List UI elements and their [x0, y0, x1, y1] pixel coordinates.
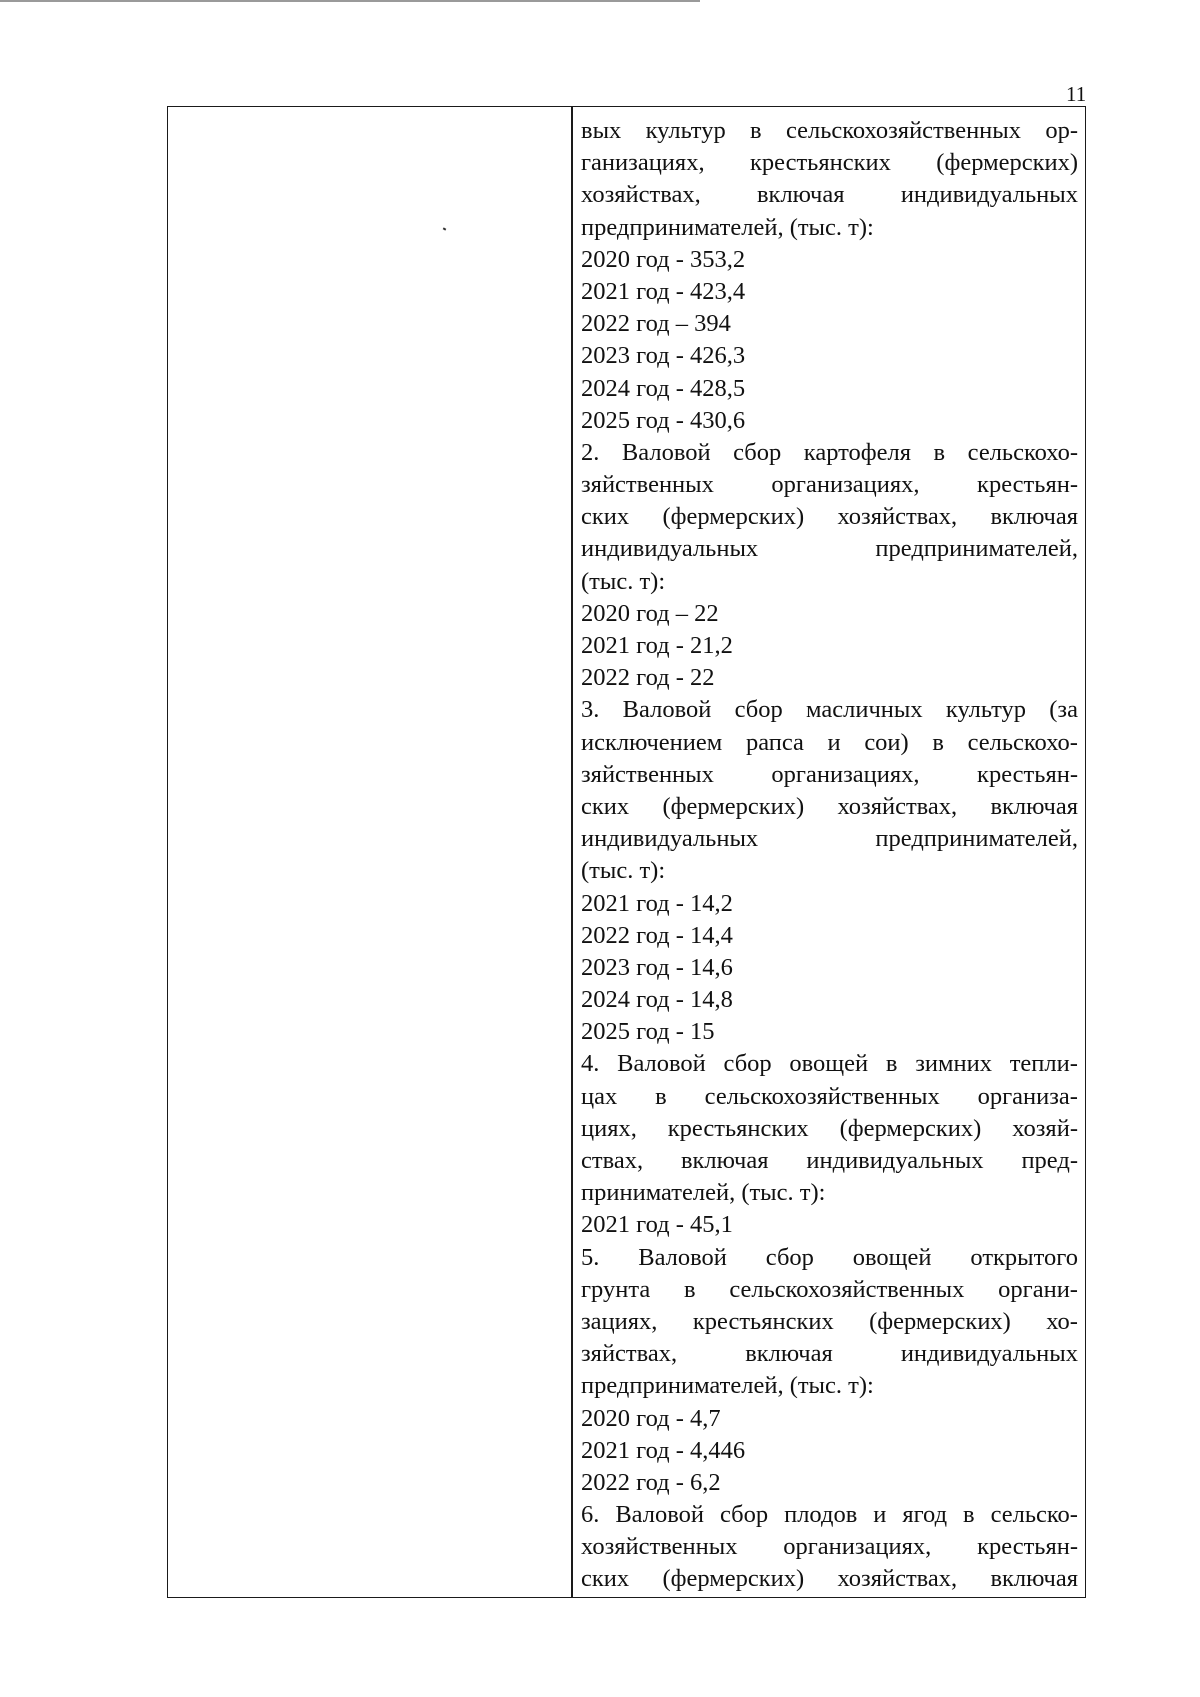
text-line — [581, 1145, 1078, 1177]
text-line — [581, 694, 1078, 726]
text-word: Валовой — [621, 438, 711, 466]
text-word: хозяйствах, — [837, 503, 958, 531]
text-word: включая — [990, 503, 1078, 531]
text-word: сельскохо- — [967, 438, 1078, 466]
text-word: индивидуальных — [581, 825, 759, 853]
text-word: сельскохозяйственных — [704, 1082, 940, 1110]
text-word: (фермерских) — [839, 1114, 982, 1142]
text-word: зимних — [915, 1050, 992, 1078]
text-word: 3. — [581, 696, 600, 724]
text-word: (за — [1049, 696, 1078, 724]
text-word: (фермерских) — [936, 149, 1078, 177]
text-line — [581, 823, 1078, 855]
text-word: предпринимателей, — [875, 825, 1078, 853]
text-line: 2020 год – 22 — [581, 599, 719, 627]
text-word: 6. — [581, 1501, 600, 1529]
text-word: зяйственных — [581, 471, 714, 499]
text-word: включая — [680, 1147, 769, 1174]
text-line — [581, 1274, 1078, 1306]
text-word: культур — [945, 696, 1026, 724]
text-line — [581, 759, 1078, 791]
page-number: 11 — [1066, 82, 1087, 106]
text-word: сои) — [864, 728, 909, 756]
text-word: крестьянских — [749, 149, 891, 177]
text-word: рапса — [745, 728, 804, 756]
text-line — [581, 1338, 1078, 1370]
text-word: Валовой — [638, 1243, 727, 1271]
text-word: зяйственных — [581, 760, 714, 788]
text-line: принимателей, (тыс. т): — [581, 1179, 826, 1207]
text-line: 2020 год - 353,2 — [581, 245, 746, 273]
text-word: в — [750, 117, 762, 144]
text-word: хозяй- — [1012, 1114, 1078, 1142]
text-word: хозяйствах, — [837, 792, 958, 820]
text-line: предпринимателей, (тыс. т): — [581, 213, 874, 241]
text-word: хо- — [1046, 1307, 1078, 1335]
text-line — [581, 1563, 1078, 1595]
text-word: сбор — [719, 1501, 769, 1529]
text-word: в — [933, 438, 946, 466]
text-line: предпринимателей, (тыс. т): — [581, 1372, 874, 1400]
column-divider — [571, 106, 573, 1598]
text-word: вых — [581, 117, 622, 144]
text-line — [581, 179, 1078, 211]
text-word: в — [655, 1082, 667, 1110]
text-word: крестьянских — [667, 1114, 809, 1142]
text-word: грунта — [581, 1275, 651, 1303]
text-word: включая — [745, 1340, 833, 1368]
text-line — [581, 115, 1078, 147]
text-line: 2025 год - 15 — [581, 1018, 715, 1046]
text-line: 2024 год - 428,5 — [581, 374, 746, 402]
text-word: в — [932, 728, 944, 756]
text-word: в — [963, 1501, 975, 1529]
text-line: 2024 год - 14,8 — [581, 986, 733, 1014]
text-line — [581, 1242, 1078, 1274]
text-word: исключением — [581, 728, 723, 756]
text-word: Валовой — [617, 1050, 706, 1078]
document-table — [167, 106, 1086, 1598]
text-word: (фермерских) — [662, 1565, 805, 1593]
text-word: ских — [581, 792, 630, 820]
text-line: 2021 год - 14,2 — [581, 889, 733, 917]
text-word: хозяйствах, — [581, 181, 701, 209]
scan-edge-line — [0, 0, 700, 2]
text-word: органи- — [998, 1275, 1078, 1303]
text-line — [581, 1531, 1078, 1563]
text-word: сбор — [765, 1243, 814, 1271]
text-word: крестьян- — [977, 760, 1078, 788]
text-word: индивидуальных — [900, 181, 1078, 209]
text-line — [581, 1048, 1078, 1080]
text-word: ствах, — [581, 1147, 644, 1174]
text-line: 2022 год - 14,4 — [581, 921, 733, 949]
text-word: сбор — [734, 696, 783, 724]
text-line — [581, 501, 1078, 533]
text-word: ягод — [902, 1501, 948, 1529]
text-word: 5. — [581, 1243, 600, 1271]
text-word: (фермерских) — [662, 792, 805, 820]
text-word: 2. — [581, 438, 600, 466]
text-word: Валовой — [615, 1501, 705, 1529]
text-line — [581, 469, 1078, 501]
right-cell-text — [581, 115, 1078, 1596]
text-word: сельскохозяйственных — [729, 1275, 965, 1303]
text-line: 2025 год - 430,6 — [581, 406, 746, 434]
text-word: организа- — [977, 1082, 1078, 1110]
text-word: тепли- — [1009, 1050, 1078, 1078]
text-word: пред- — [1021, 1147, 1078, 1174]
text-word: хозяйственных — [581, 1533, 738, 1561]
text-line — [581, 1306, 1078, 1338]
text-word: включая — [990, 792, 1078, 820]
text-line: 2023 год - 14,6 — [581, 953, 733, 981]
text-word: Валовой — [622, 696, 712, 724]
text-word: крестьян- — [977, 1533, 1078, 1561]
text-word: сельскохозяйственных — [785, 117, 1021, 144]
text-word: в — [885, 1050, 898, 1078]
text-line — [581, 147, 1078, 179]
text-line — [581, 1113, 1078, 1145]
text-line: 2021 год - 21,2 — [581, 632, 733, 659]
text-word: овощей — [789, 1050, 869, 1078]
text-word: индивидуальных — [581, 535, 759, 563]
text-line: 2022 год - 22 — [581, 664, 715, 692]
text-word: включая — [990, 1565, 1078, 1593]
text-word: циях, — [581, 1114, 637, 1142]
text-line: 2022 год – 394 — [581, 310, 731, 338]
text-word: открытого — [970, 1243, 1078, 1271]
text-word: крестьян- — [977, 471, 1078, 499]
text-word: плодов — [784, 1501, 858, 1529]
text-word: в — [683, 1275, 696, 1303]
text-word: сельско- — [990, 1501, 1078, 1529]
text-line — [581, 533, 1078, 565]
text-word: (фермерских) — [662, 503, 805, 531]
text-word: крестьянских — [692, 1307, 834, 1335]
text-word: организациях, — [771, 760, 920, 788]
text-word: включая — [756, 181, 845, 209]
text-line: 2020 год - 4,7 — [581, 1404, 721, 1432]
text-word: сельскохо- — [967, 728, 1078, 756]
text-word: овощей — [852, 1243, 932, 1271]
text-line: 2023 год - 426,3 — [581, 342, 746, 370]
text-word: организациях, — [771, 471, 920, 499]
text-line — [581, 1499, 1078, 1531]
text-line: 2021 год - 4,446 — [581, 1436, 746, 1464]
text-line — [581, 437, 1078, 469]
text-line — [581, 727, 1078, 759]
text-word: культур — [645, 117, 726, 144]
text-word: масличных — [806, 696, 923, 724]
text-word: предпринимателей, — [875, 535, 1078, 563]
text-word: ских — [581, 1565, 630, 1593]
text-word: ганизациях, — [581, 149, 705, 177]
text-word: индивидуальных — [806, 1147, 984, 1174]
text-word: ор- — [1045, 117, 1078, 144]
text-word: зяйствах, — [581, 1340, 678, 1368]
text-line: 2021 год - 45,1 — [581, 1211, 733, 1239]
text-word: (фермерских) — [869, 1307, 1011, 1335]
text-word: зациях, — [581, 1307, 658, 1335]
text-line: 2021 год - 423,4 — [581, 277, 746, 305]
text-word: организациях, — [783, 1533, 932, 1561]
text-line: (тыс. т): — [581, 567, 666, 595]
text-word: картофеля — [803, 438, 911, 466]
text-line — [581, 791, 1078, 823]
text-word: сбор — [733, 438, 782, 466]
text-word: хозяйствах, — [837, 1565, 958, 1593]
text-word: индивидуальных — [900, 1340, 1078, 1368]
text-line: (тыс. т): — [581, 857, 666, 885]
text-word: сбор — [723, 1050, 772, 1078]
text-word: и — [873, 1501, 887, 1529]
text-word: цах — [581, 1082, 618, 1110]
text-line — [581, 1081, 1078, 1113]
text-word: и — [827, 728, 841, 756]
text-word: 4. — [581, 1050, 600, 1078]
text-line: 2022 год - 6,2 — [581, 1468, 721, 1496]
text-word: ских — [581, 503, 630, 531]
